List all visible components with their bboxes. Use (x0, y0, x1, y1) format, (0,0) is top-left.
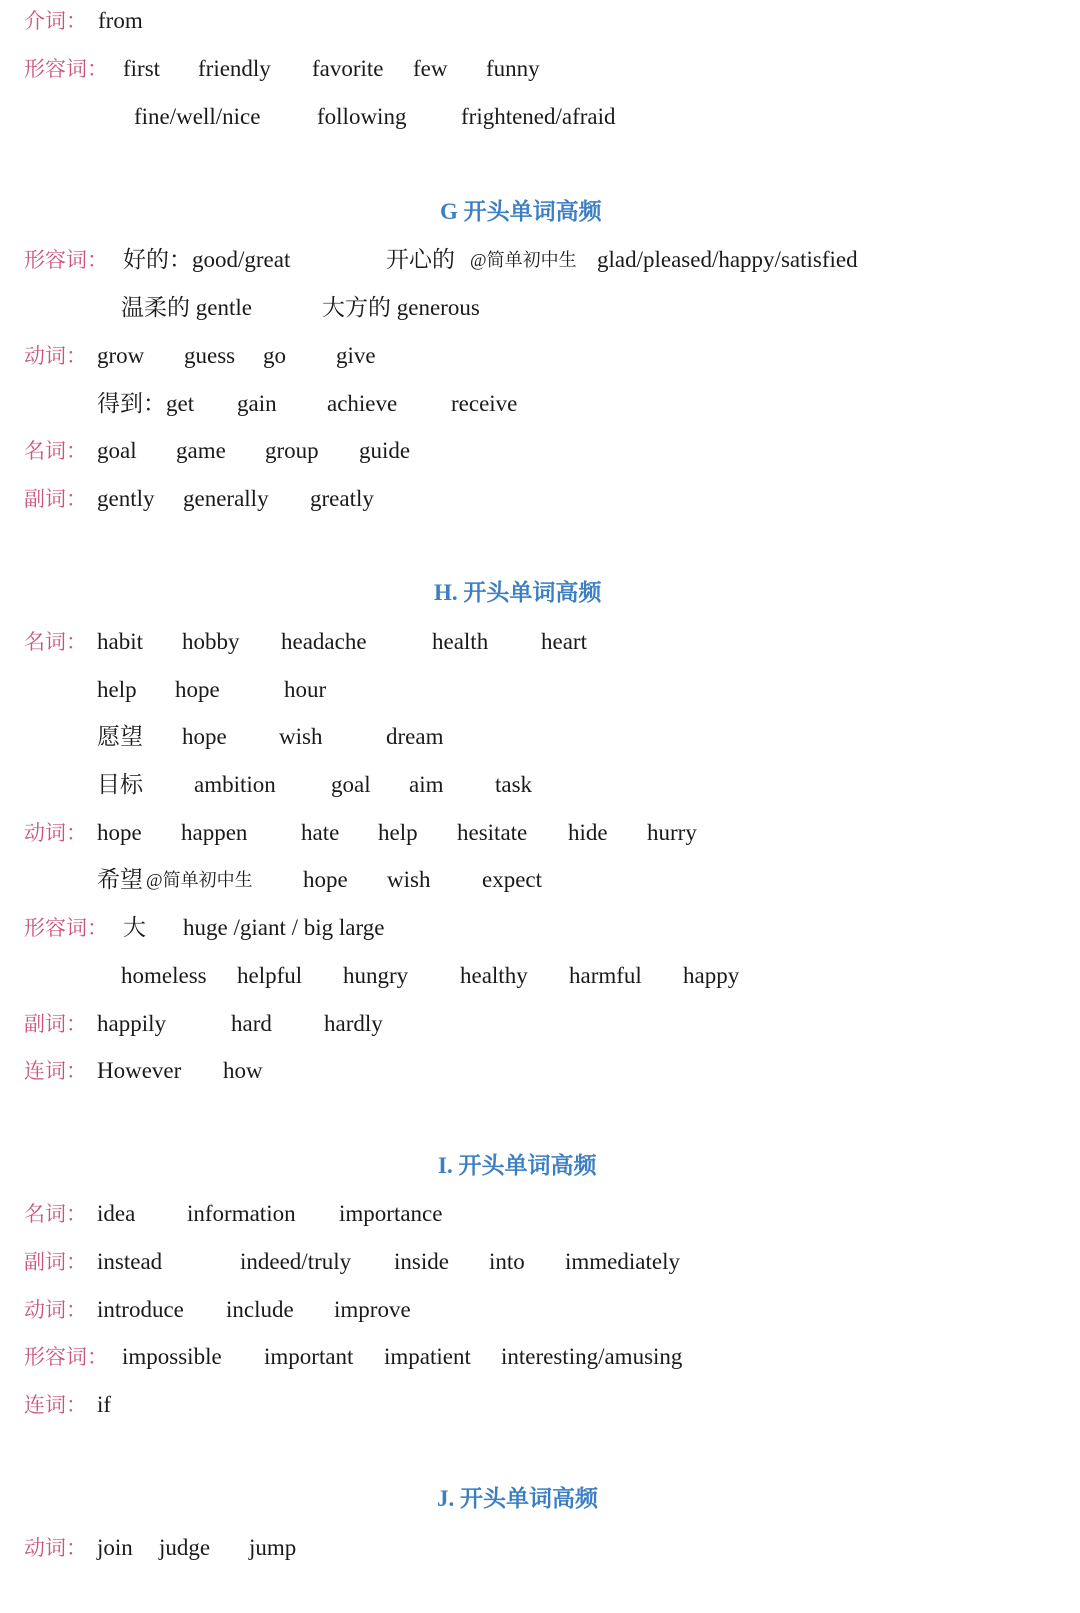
vocab-word: hate (301, 820, 340, 845)
vocab-word: 目标 (97, 772, 143, 797)
vocab-word: helpful (237, 963, 303, 988)
section-heading: I. 开头单词高频 (438, 1153, 597, 1178)
vocab-word: However (97, 1058, 182, 1083)
vocab-word: information (187, 1201, 296, 1226)
vocab-word: idea (97, 1201, 136, 1226)
vocab-word: first (123, 56, 161, 81)
vocab-word: if (97, 1392, 112, 1417)
vocab-word: interesting/amusing (501, 1344, 683, 1369)
vocab-word: task (495, 772, 533, 797)
vocab-word: 开心的 (386, 247, 455, 272)
section-heading: J. 开头单词高频 (437, 1486, 598, 1511)
vocab-word: hardly (324, 1011, 383, 1036)
vocab-word: fine/well/nice (134, 104, 261, 129)
vocab-word: healthy (460, 963, 528, 988)
vocab-word: hope (175, 677, 220, 702)
vocab-word: health (432, 629, 489, 654)
part-of-speech-label: 形容词： (24, 57, 108, 81)
vocab-word: headache (281, 629, 367, 654)
part-of-speech-label: 副词： (24, 487, 87, 511)
vocab-word: hurry (647, 820, 697, 845)
part-of-speech-label: 名词： (24, 1202, 87, 1226)
part-of-speech-label: 形容词： (24, 1345, 108, 1369)
vocab-word: ambition (194, 772, 276, 797)
vocab-word: favorite (312, 56, 384, 81)
vocab-word: impossible (122, 1344, 222, 1369)
vocab-word: frightened/afraid (461, 104, 616, 129)
vocab-word: funny (486, 56, 540, 81)
vocab-word: indeed/truly (240, 1249, 352, 1274)
vocab-word: group (265, 438, 319, 463)
vocab-word: help (97, 677, 137, 702)
vocab-word: instead (97, 1249, 163, 1274)
vocab-word: 大方的 generous (322, 295, 480, 320)
vocab-word: following (317, 104, 407, 129)
vocab-word: into (489, 1249, 525, 1274)
vocab-word: goal (331, 772, 371, 797)
vocab-word: how (223, 1058, 263, 1083)
vocab-word: go (263, 343, 286, 368)
vocab-word: 大 (123, 915, 146, 940)
vocab-word: important (264, 1344, 354, 1369)
vocab-word: give (336, 343, 376, 368)
vocab-word: impatient (384, 1344, 471, 1369)
vocab-word: gently (97, 486, 155, 511)
vocab-word: include (226, 1297, 294, 1322)
part-of-speech-label: 连词： (24, 1393, 87, 1417)
part-of-speech-label: 介词： (24, 9, 87, 33)
part-of-speech-label: 副词： (24, 1012, 87, 1036)
vocab-word: hope (303, 867, 348, 892)
part-of-speech-label: 副词： (24, 1250, 87, 1274)
vocab-word: judge (159, 1535, 211, 1560)
vocab-word: habit (97, 629, 143, 654)
vocab-word: join (97, 1535, 133, 1560)
vocab-word: happen (181, 820, 248, 845)
part-of-speech-label: 动词： (24, 1298, 87, 1322)
vocab-word: hesitate (457, 820, 528, 845)
vocab-word: hope (182, 724, 227, 749)
watermark-text: @简单初中生 (470, 250, 577, 270)
section-heading: H. 开头单词高频 (434, 580, 602, 605)
part-of-speech-label: 形容词： (24, 248, 108, 272)
vocab-word: jump (249, 1535, 297, 1560)
watermark-text: @简单初中生 (146, 870, 253, 890)
vocab-word: harmful (569, 963, 642, 988)
vocab-word: guess (184, 343, 236, 368)
vocab-word: wish (279, 724, 323, 749)
vocab-word: few (413, 56, 448, 81)
part-of-speech-label: 动词： (24, 1536, 87, 1560)
vocab-word: expect (482, 867, 543, 892)
section-heading: G 开头单词高频 (440, 199, 602, 224)
vocab-word: homeless (121, 963, 207, 988)
vocab-word: importance (339, 1201, 443, 1226)
vocab-word: happily (97, 1011, 166, 1036)
vocab-word: hard (231, 1011, 272, 1036)
vocab-word: wish (387, 867, 431, 892)
vocab-word: help (378, 820, 418, 845)
vocab-word: hobby (182, 629, 240, 654)
vocab-word: hungry (343, 963, 409, 988)
part-of-speech-label: 动词： (24, 344, 87, 368)
vocab-word: happy (683, 963, 740, 988)
part-of-speech-label: 名词： (24, 630, 87, 654)
vocab-word: guide (359, 438, 411, 463)
vocab-word: introduce (97, 1297, 184, 1322)
vocab-word: receive (451, 391, 518, 416)
vocab-word: huge /giant / big large (183, 915, 385, 940)
vocab-word: immediately (565, 1249, 680, 1274)
vocab-word: grow (97, 343, 145, 368)
part-of-speech-label: 形容词： (24, 916, 108, 940)
vocab-word: from (98, 8, 143, 33)
vocab-word: heart (541, 629, 587, 654)
vocab-word: aim (409, 772, 444, 797)
part-of-speech-label: 连词： (24, 1059, 87, 1083)
vocab-word: generally (183, 486, 269, 511)
vocab-word: hide (568, 820, 608, 845)
vocab-word: inside (394, 1249, 449, 1274)
part-of-speech-label: 名词： (24, 439, 87, 463)
vocab-word: improve (334, 1297, 411, 1322)
vocab-word: hope (97, 820, 142, 845)
vocab-word: dream (386, 724, 444, 749)
vocab-word: gain (237, 391, 277, 416)
vocab-word: 希望 (97, 867, 143, 892)
vocab-word: achieve (327, 391, 398, 416)
vocab-word: glad/pleased/happy/satisfied (597, 247, 858, 272)
vocab-word: hour (284, 677, 327, 702)
vocab-word: game (176, 438, 226, 463)
vocab-word: friendly (198, 56, 271, 81)
vocab-word: 好的：good/great (123, 247, 291, 272)
vocab-word: greatly (310, 486, 374, 511)
vocab-word: goal (97, 438, 137, 463)
part-of-speech-label: 动词： (24, 821, 87, 845)
vocab-word: 得到：get (97, 391, 195, 416)
vocab-word: 温柔的 gentle (121, 295, 252, 320)
vocab-word: 愿望 (97, 724, 143, 749)
